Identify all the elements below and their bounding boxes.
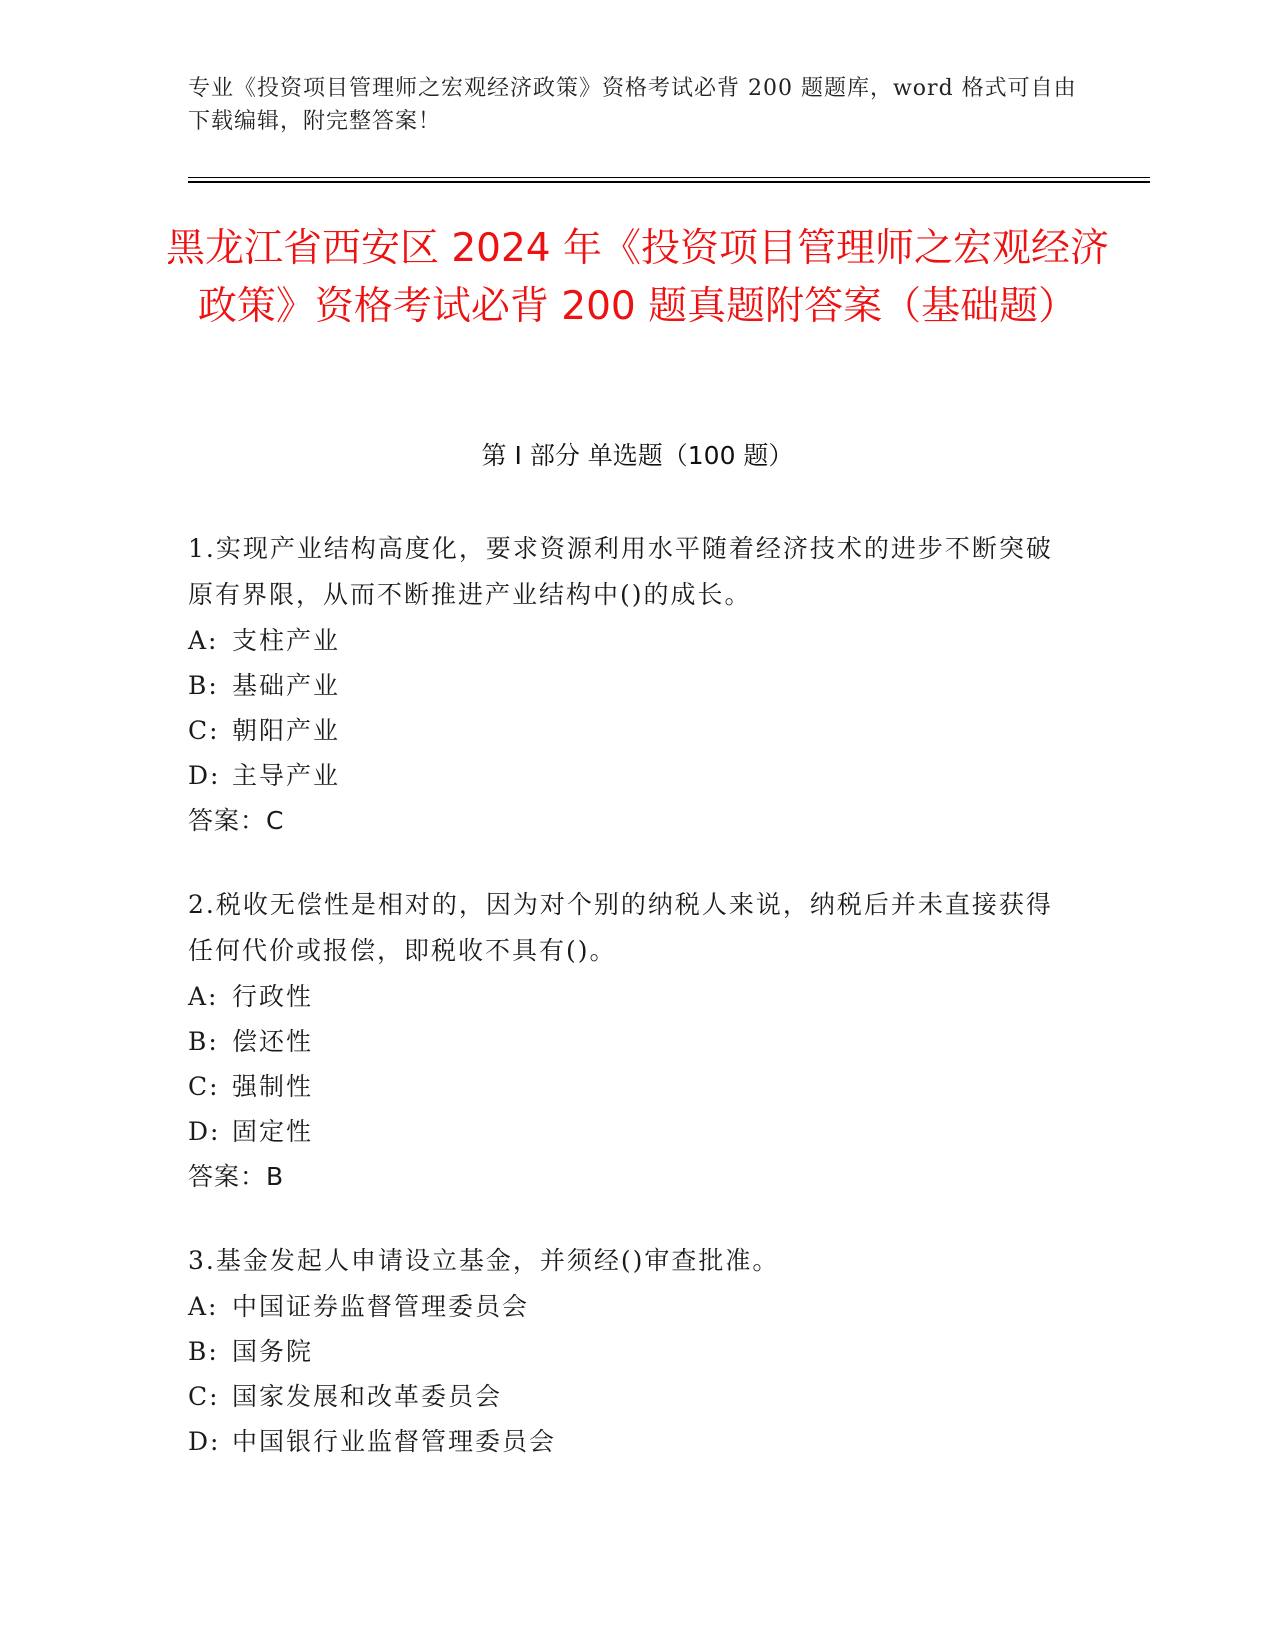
answer-line: 答案：B (188, 1162, 285, 1191)
option-d (188, 1419, 1068, 1464)
option-text: 固定性 (232, 1117, 314, 1146)
option-text: 基础产业 (232, 671, 341, 700)
option-text: 行政性 (232, 982, 314, 1011)
option-c (188, 708, 1068, 753)
option-text: 强制性 (232, 1072, 314, 1101)
option-letter: C: (188, 1072, 220, 1101)
option-letter: A: (188, 626, 219, 655)
option-letter: C: (188, 716, 220, 745)
option-a (188, 618, 1068, 663)
header-note: 专业《投资项目管理师之宏观经济政策》资格考试必背 200 题题库，word 格式可自由下载编辑，附完整答案！ (188, 76, 1077, 134)
option-text: 主导产业 (232, 761, 341, 790)
option-d (188, 1109, 1068, 1154)
option-letter: D: (188, 1427, 221, 1456)
option-letter: B: (188, 1337, 219, 1366)
option-letter: A: (188, 982, 219, 1011)
header-divider-thin (188, 177, 1150, 178)
option-c (188, 1064, 1068, 1109)
option-a (188, 1284, 1068, 1329)
question-list (188, 526, 1068, 1502)
question-item (188, 526, 1068, 844)
option-text: 偿还性 (232, 1027, 314, 1056)
section-heading: 第 I 部分 单选题（100 题） (481, 441, 794, 470)
option-letter: B: (188, 1027, 219, 1056)
option-b (188, 663, 1068, 708)
option-text: 国务院 (232, 1337, 314, 1366)
option-text: 中国银行业监督管理委员会 (232, 1427, 557, 1456)
option-letter: A: (188, 1292, 219, 1321)
option-text: 支柱产业 (232, 626, 341, 655)
option-letter: C: (188, 1382, 220, 1411)
answer-line: 答案：C (188, 806, 285, 835)
option-a (188, 974, 1068, 1019)
option-text: 中国证券监督管理委员会 (232, 1292, 530, 1321)
option-c (188, 1374, 1068, 1419)
option-b (188, 1019, 1068, 1064)
question-stem: 2.税收无偿性是相对的，因为对个别的纳税人来说，纳税后并未直接获得任何代价或报偿，即税收不具有()。 (188, 890, 1053, 965)
option-b (188, 1329, 1068, 1374)
question-stem: 1.实现产业结构高度化，要求资源利用水平随着经济技术的进步不断突破原有界限，从而不断推进产业结构中()的成长。 (188, 534, 1053, 609)
option-text: 国家发展和改革委员会 (232, 1382, 503, 1411)
option-letter: D: (188, 1117, 221, 1146)
option-text: 朝阳产业 (232, 716, 341, 745)
question-item (188, 882, 1068, 1200)
option-letter: D: (188, 761, 221, 790)
option-letter: B: (188, 671, 219, 700)
header-divider-thick (188, 181, 1150, 183)
question-item (188, 1238, 1068, 1464)
document-title: 黑龙江省西安区 2024 年《投资项目管理师之宏观经济政策》资格考试必背 200 题真题附答案（基础题） (165, 226, 1110, 329)
question-stem: 3.基金发起人申请设立基金，并须经()审查批准。 (188, 1246, 780, 1275)
option-d (188, 753, 1068, 798)
